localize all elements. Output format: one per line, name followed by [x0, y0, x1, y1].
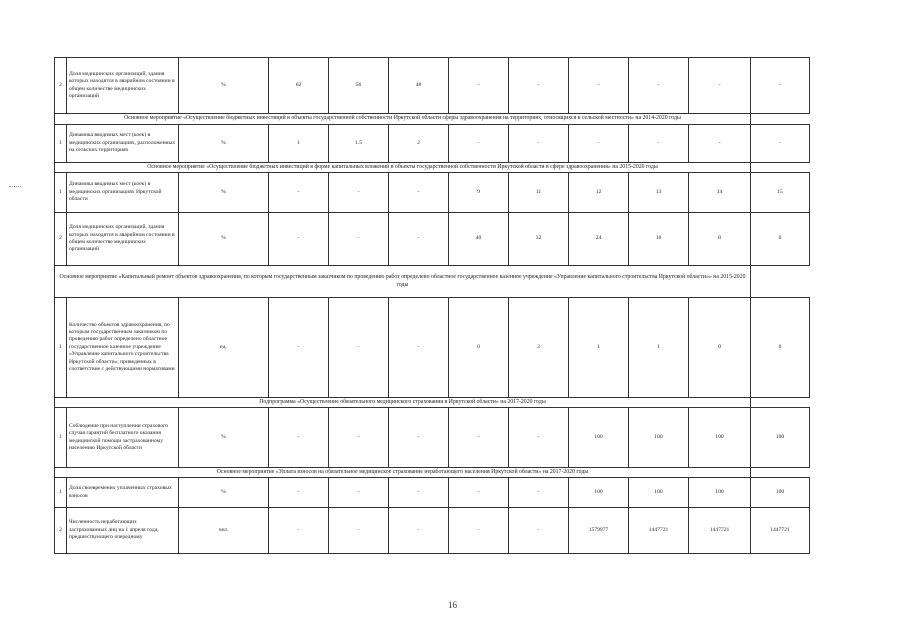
unit-cell: %: [179, 58, 269, 114]
value-cell: 100: [689, 478, 751, 508]
value-cell: -: [629, 125, 689, 163]
value-cell: -: [329, 173, 389, 213]
value-cell: -: [569, 58, 629, 114]
value-cell: -: [509, 508, 569, 554]
value-cell: 9: [449, 173, 509, 213]
value-cell: 0: [449, 298, 509, 398]
unit-cell: %: [179, 213, 269, 266]
unit-cell: %: [179, 408, 269, 468]
value-cell: 15: [751, 173, 810, 213]
table-row: [55, 478, 810, 508]
value-cell: 100: [689, 408, 751, 468]
value-cell: 62: [269, 58, 329, 114]
value-cell: -: [689, 58, 751, 114]
unit-cell: %: [179, 173, 269, 213]
value-cell: 100: [569, 408, 629, 468]
row-number: 1: [55, 125, 67, 163]
section-title: Основное мероприятие «Осуществление бюджетных инвестиций в форме капитальных вложений в объекты государственной собственности Иркутской области в сфере здравоохранения» на 2015-2020 годы: [55, 163, 751, 173]
value-cell: 1447721: [629, 508, 689, 554]
value-cell: -: [689, 125, 751, 163]
unit-cell: чел.: [179, 508, 269, 554]
row-number: 1: [55, 298, 67, 398]
value-cell: 24: [569, 213, 629, 266]
value-cell: 0: [689, 298, 751, 398]
section-title: Основное мероприятие «Капитальный ремонт объектов здравоохранения, по которым государственным заказчиком по проведению работ определено областное государственное казенное учреждение «Управление капитального строительства Иркутской области»» на 2015-2020 годы: [55, 266, 751, 298]
value-cell: -: [751, 125, 810, 163]
section-row: [55, 398, 810, 408]
value-cell: 1.5: [329, 125, 389, 163]
unit-cell: %: [179, 478, 269, 508]
value-cell: 13: [629, 173, 689, 213]
value-cell: -: [449, 478, 509, 508]
value-cell: -: [449, 408, 509, 468]
value-cell: -: [751, 58, 810, 114]
value-cell: 6: [751, 213, 810, 266]
table-row: [55, 173, 810, 213]
indicator-name: Доля медицинских организаций, здания которых находятся в аварийном состоянии в общем количестве медицинских организаций: [67, 213, 179, 266]
value-cell: -: [269, 213, 329, 266]
value-cell: 0: [751, 298, 810, 398]
unit-cell: ед.: [179, 298, 269, 398]
value-cell: 1: [629, 298, 689, 398]
value-cell: -: [389, 478, 449, 508]
value-cell: -: [509, 478, 569, 508]
value-cell: 48: [389, 58, 449, 114]
section-row: [55, 266, 810, 298]
row-number: 1: [55, 173, 67, 213]
value-cell: -: [449, 508, 509, 554]
value-cell: 1447721: [751, 508, 810, 554]
value-cell: -: [389, 298, 449, 398]
value-cell: 2: [509, 298, 569, 398]
section-title: Основное мероприятие «Уплата взносов на обязательное медицинское страхование неработающего населения Иркутской области» на 2017-2020 годы: [55, 468, 751, 478]
value-cell: 100: [629, 478, 689, 508]
value-cell: 2: [389, 125, 449, 163]
value-cell: -: [629, 58, 689, 114]
value-cell: 1: [569, 298, 629, 398]
row-number: 2: [55, 58, 67, 114]
value-cell: -: [329, 508, 389, 554]
value-cell: -: [569, 125, 629, 163]
indicator-name: Количество объектов здравоохранения, по которым государственным заказчиком по проведению работ определено областное государственное казенное учреждение «Управление капитального строительства Иркутской области», приведенных в соответствие с действующими нормативами: [67, 298, 179, 398]
value-cell: 8: [689, 213, 751, 266]
value-cell: -: [269, 173, 329, 213]
indicator-name: Доля своевременно уплаченных страховых взносов: [67, 478, 179, 508]
value-cell: 12: [569, 173, 629, 213]
section-title: Основное мероприятие «Осуществление бюджетных инвестиций в объекты государственной собственности Иркутской области сферы здравоохранения на территориях, относящихся к сельской местности» на 2014-2020 годы: [55, 114, 751, 125]
section-row: [55, 114, 810, 125]
value-cell: 100: [629, 408, 689, 468]
value-cell: 100: [751, 478, 810, 508]
value-cell: -: [269, 298, 329, 398]
table-row: [55, 508, 810, 554]
indicator-name: Доля медицинских организаций, здания которых находятся в аварийном состоянии в общем количестве медицинских организаций: [67, 58, 179, 114]
value-cell: 14: [689, 173, 751, 213]
indicator-name: Соблюдение при наступлении страхового случая гарантий бесплатного оказания медицинской помощи застрахованному населению Иркутской области: [67, 408, 179, 468]
value-cell: -: [269, 508, 329, 554]
page-number: 16: [448, 600, 457, 610]
value-cell: 56: [329, 58, 389, 114]
table-row: [55, 58, 810, 114]
value-cell: 1: [269, 125, 329, 163]
row-number: 2: [55, 213, 67, 266]
row-number: 1: [55, 478, 67, 508]
value-cell: -: [329, 478, 389, 508]
row-number: 1: [55, 408, 67, 468]
value-cell: -: [509, 125, 569, 163]
value-cell: -: [509, 408, 569, 468]
value-cell: 1579977: [569, 508, 629, 554]
value-cell: -: [389, 173, 449, 213]
row-number: 2: [55, 508, 67, 554]
value-cell: -: [509, 58, 569, 114]
value-cell: -: [389, 508, 449, 554]
section-row: [55, 468, 810, 478]
indicator-name: Динамика вводимых мест (коек) в медицинских организациях, расположенных на сельских территориях: [67, 125, 179, 163]
section-row: [55, 163, 810, 173]
section-title: Подпрограмма «Осуществление обязательного медицинского страхования в Иркутской области» на 2017-2020 годы: [55, 398, 751, 408]
value-cell: -: [329, 298, 389, 398]
table-row: [55, 213, 810, 266]
margin-mark: [9, 186, 21, 188]
indicators-table: [54, 57, 810, 554]
value-cell: -: [449, 125, 509, 163]
value-cell: -: [329, 213, 389, 266]
table-row: [55, 298, 810, 398]
value-cell: 16: [629, 213, 689, 266]
value-cell: -: [269, 478, 329, 508]
value-cell: 100: [569, 478, 629, 508]
value-cell: -: [449, 58, 509, 114]
table-row: [55, 125, 810, 163]
value-cell: -: [329, 408, 389, 468]
value-cell: 1447721: [689, 508, 751, 554]
value-cell: -: [269, 408, 329, 468]
table-row: [55, 408, 810, 468]
unit-cell: %: [179, 125, 269, 163]
value-cell: 32: [509, 213, 569, 266]
indicator-name: Численность неработающих застрахованных лиц на 1 апреля года, предшествующего очередному: [67, 508, 179, 554]
indicator-name: Динамика вводимых мест (коек) в медицинских организациях Иркутской области: [67, 173, 179, 213]
value-cell: 100: [751, 408, 810, 468]
table-body: [55, 58, 810, 554]
value-cell: -: [389, 213, 449, 266]
value-cell: 40: [449, 213, 509, 266]
value-cell: 11: [509, 173, 569, 213]
value-cell: -: [389, 408, 449, 468]
